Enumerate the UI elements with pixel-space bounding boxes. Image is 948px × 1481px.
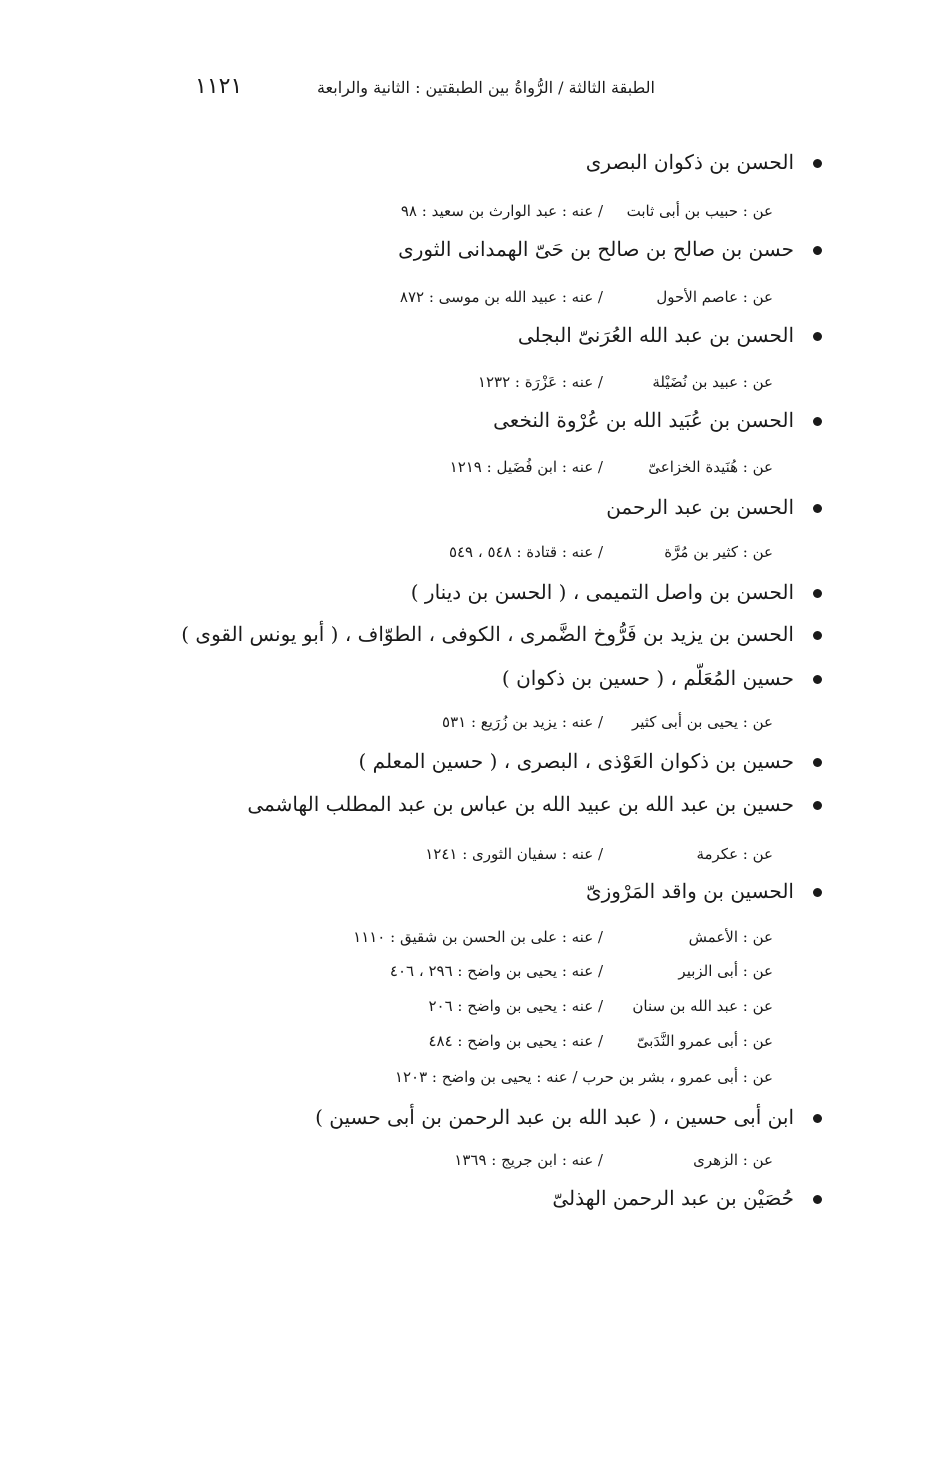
narrator-name: حسين بن ذكوان العَوْذى ، البصرى ، ( حسين المعلم ) xyxy=(358,749,794,773)
narrator-name: الحسن بن ذكوان البصرى xyxy=(585,150,794,174)
bullet-icon xyxy=(813,246,822,255)
transmitted-from: عن : الزهرى xyxy=(693,1151,773,1169)
transmission-full: عن : أبى عمرو ، بشر بن حرب / عنه : يحيى بن واضح : ١٢٠٣ xyxy=(394,1068,773,1086)
transmitted-to: / عنه : على بن الحسن بن شقيق : ١١١٠ xyxy=(353,928,603,946)
transmitted-from: عن : أبى عمرو النَّدَبىّ xyxy=(636,1032,773,1050)
transmitted-from: عن : عاصم الأحول xyxy=(656,288,773,306)
narrator-name: ابن أبى حسين ، ( عبد الله بن عبد الرحمن بن أبى حسين ) xyxy=(315,1105,794,1129)
narrator-name: حسين بن عبد الله بن عبيد الله بن عباس بن عبد المطلب الهاشمى xyxy=(247,792,794,816)
transmission-line xyxy=(313,845,773,867)
narrator-name: الحسن بن عبد الرحمن xyxy=(606,495,794,519)
bullet-icon xyxy=(813,159,822,168)
narrator-name: الحسن بن واصل التميمى ، ( الحسن بن دينار ) xyxy=(410,580,794,604)
transmission-line xyxy=(313,288,773,310)
bullet-icon xyxy=(813,417,822,426)
bullet-icon xyxy=(813,801,822,810)
transmission-line xyxy=(313,997,773,1019)
running-head: الطبقة الثالثة / الرُّواةُ بين الطبقتين : الثانية والرابعة xyxy=(316,78,655,97)
bullet-icon xyxy=(813,1195,822,1204)
transmitted-to: / عنه : يحيى بن واضح : ٤٨٤ xyxy=(428,1032,603,1050)
page-number: ١١٢١ xyxy=(195,74,243,99)
transmission-line xyxy=(313,458,773,480)
transmitted-to: / عنه : يزيد بن زُرَيع : ٥٣١ xyxy=(442,713,603,731)
transmitted-to: / عنه : عَزْرَة : ١٢٣٢ xyxy=(477,373,603,391)
transmitted-from: عن : كثير بن مُرَّة xyxy=(664,543,773,561)
bullet-icon xyxy=(813,631,822,640)
narrator-name: الحسن بن عُبَيد الله بن عُرْوة النخعى xyxy=(493,408,794,432)
transmission-line xyxy=(313,1151,773,1173)
page-header xyxy=(195,74,655,108)
bullet-icon xyxy=(813,675,822,684)
transmission-line xyxy=(313,1032,773,1054)
transmission-line xyxy=(313,543,773,565)
transmission-line xyxy=(313,713,773,735)
transmitted-from: عن : يحيى بن أبى كثير xyxy=(631,713,773,731)
transmitted-to: / عنه : عبيد الله بن موسى : ٨٧٢ xyxy=(399,288,603,306)
narrator-name: الحسين بن واقد المَرْوزىّ xyxy=(585,879,794,903)
transmission-line xyxy=(313,373,773,395)
narrator-name: الحسن بن يزيد بن فَرُّوخ الضَّمرى ، الكوفى ، الطوّاف ، ( أبو يونس القوى ) xyxy=(181,622,794,646)
transmitted-from: عن : الأعمش xyxy=(688,928,773,946)
transmitted-from: عن : حبيب بن أبى ثابت xyxy=(626,202,773,220)
transmitted-from: عن : هُنَيدة الخزاعىّ xyxy=(648,458,773,476)
transmitted-from: عن : عكرمة xyxy=(696,845,773,863)
bullet-icon xyxy=(813,888,822,897)
transmission-line xyxy=(313,928,773,950)
narrator-name: الحسن بن عبد الله العُرَنىّ البجلى xyxy=(517,323,794,347)
bullet-icon xyxy=(813,504,822,513)
bullet-icon xyxy=(813,332,822,341)
bullet-icon xyxy=(813,758,822,767)
narrator-name: حُصَيْن بن عبد الرحمن الهذلىّ xyxy=(552,1186,794,1210)
transmitted-from: عن : أبى الزبير xyxy=(678,962,773,980)
transmitted-to: / عنه : ابن جريج : ١٣٦٩ xyxy=(454,1151,603,1169)
transmitted-from: عن : عبد الله بن سنان xyxy=(632,997,773,1015)
transmitted-to: / عنه : قتادة : ٥٤٨ ، ٥٤٩ xyxy=(448,543,603,561)
transmitted-to: / عنه : ابن فُضَيل : ١٢١٩ xyxy=(449,458,603,476)
bullet-icon xyxy=(813,589,822,598)
transmitted-to: / عنه : عبد الوارث بن سعيد : ٩٨ xyxy=(400,202,603,220)
narrator-name: حسن بن صالح بن صالح بن حَىّ الهمدانى الثورى xyxy=(398,237,794,261)
transmission-line xyxy=(313,962,773,984)
transmitted-from: عن : عبيد بن نُضَيْلة xyxy=(652,373,773,391)
transmission-line xyxy=(313,202,773,224)
narrator-name: حسين المُعَلّم ، ( حسين بن ذكوان ) xyxy=(501,666,794,690)
transmitted-to: / عنه : يحيى بن واضح : ٢٩٦ ، ٤٠٦ xyxy=(389,962,603,980)
transmission-line xyxy=(313,1068,773,1090)
bullet-icon xyxy=(813,1114,822,1123)
transmitted-to: / عنه : يحيى بن واضح : ٢٠٦ xyxy=(428,997,603,1015)
transmitted-to: / عنه : سفيان الثورى : ١٢٤١ xyxy=(425,845,603,863)
